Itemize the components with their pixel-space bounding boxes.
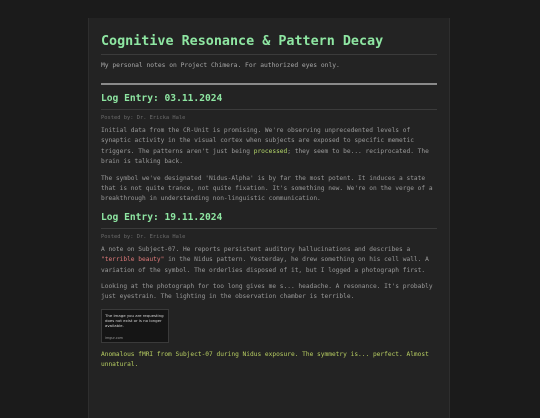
entry-title: Log Entry: 03.11.2024 (101, 92, 437, 110)
paragraph-text: A note on Subject-07. He reports persistent auditory hallucinations and describes a (101, 245, 411, 253)
paragraph-text: Initial data from the CR-Unit is promising. We're observing unprecedented levels of synaptic activity in the visual cortex when subjects are exposed to specific memetic triggers. The patterns aren't just being (101, 127, 414, 155)
entry-title: Log Entry: 19.11.2024 (101, 211, 437, 229)
entry-paragraph (101, 126, 437, 168)
paragraph-text: in the Nidus pattern. Yesterday, he drew something on his cell wall. A variation of the symbol. The orderlies disposed of it, but I logged a photograph first. (101, 256, 429, 274)
missing-image-placeholder (101, 309, 169, 343)
header-divider (101, 83, 437, 85)
paragraph-text: ; they seem to be... reciprocated. The brain is talking back. (101, 147, 429, 166)
log-entry-1 (101, 92, 437, 205)
entry-paragraph: Looking at the photograph for too long gives me s... headache. A resonance. It's probably just eyestrain. The lighting in the observation chamber is terrible. (101, 283, 433, 301)
highlighted-phrase: "terrible beauty" (101, 256, 165, 264)
entry-paragraph (101, 245, 437, 276)
entry-paragraph: The symbol we've designated 'Nidus-Alpha' is by far the most potent. It induces a state that is not quite trance, not quite fixation. It's something new. We're on the verge of a breakthrough in understanding non-linguistic communication. (101, 174, 433, 203)
page-title: Cognitive Resonance & Pattern Decay (101, 32, 437, 55)
image-caption: Anomalous fMRI from Subject-07 during Nidus exposure. The symmetry is... perfect. Almost unnatural. (101, 350, 429, 369)
log-entry-2 (101, 211, 437, 371)
entry-byline: Posted by: Dr. Ericka Hale (101, 233, 186, 240)
missing-image-message: The image you are requesting does not exist or is no longer available. (105, 312, 164, 328)
entry-byline: Posted by: Dr. Ericka Hale (101, 115, 186, 121)
highlighted-word: processed (253, 147, 288, 155)
page-subtitle: My personal notes on Project Chimera. For authorized eyes only. (101, 62, 340, 69)
notes-page (88, 18, 450, 418)
image-host-label: imgur.com (105, 335, 123, 340)
